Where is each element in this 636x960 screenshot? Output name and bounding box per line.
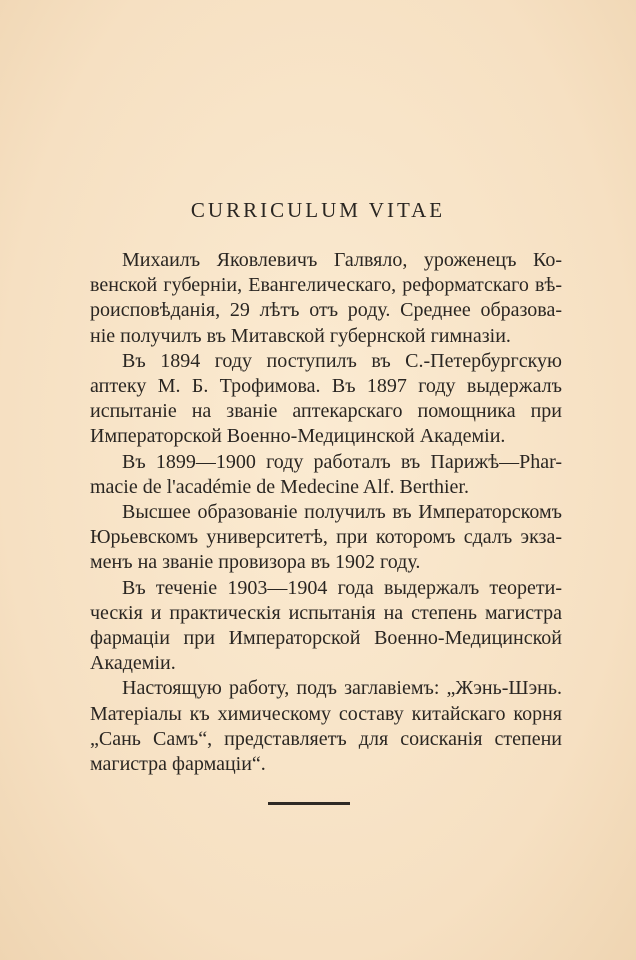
- text-line: Императорской Военно-Медицинской Академіи.: [90, 425, 506, 448]
- text-line: macie de l'académie de Medecine Alf. Berthier.: [90, 475, 469, 498]
- text-line: ческія и практическія испытанія на степень магистра: [90, 601, 562, 624]
- text-line: фармаціи при Императорской Военно-Медицинской: [90, 627, 562, 650]
- text-line: Въ 1894 году поступилъ въ С.-Петербургскую: [122, 349, 562, 372]
- text-line: венской губерніи, Евангелическаго, реформатскаго вѣ-: [90, 274, 562, 297]
- paragraph-6: [90, 676, 562, 777]
- text-line: Въ теченіе 1903—1904 года выдержалъ теорети-: [122, 576, 562, 599]
- text-line: испытаніе на званіе аптекарскаго помощника при: [90, 400, 562, 423]
- text-line: менъ на званіе провизора въ 1902 году.: [90, 551, 421, 574]
- text-line: ніе получилъ въ Митавской губернской гимназіи.: [90, 324, 511, 347]
- paragraph-3: [90, 450, 562, 500]
- text-line: „Сань Самъ“, представляетъ для соисканія степени: [90, 727, 562, 750]
- text-line: Михаилъ Яковлевичъ Галвяло, уроженецъ Ко-: [122, 249, 562, 271]
- document-body: [90, 248, 562, 777]
- decorative-rule: [268, 802, 350, 805]
- page-title: CURRICULUM VITAE: [190, 198, 446, 222]
- text-line: Матеріалы къ химическому составу китайскаго корня: [90, 702, 562, 725]
- paragraph-5: [90, 576, 562, 677]
- text-line: Юрьевскомъ университетѣ, при которомъ сдалъ экза-: [90, 526, 562, 549]
- text-line: Высшее образованіе получилъ въ Императорскомъ: [122, 501, 562, 524]
- text-line: аптеку М. Б. Трофимова. Въ 1897 году выдержалъ: [90, 375, 562, 398]
- paragraph-2: [90, 349, 562, 450]
- text-line: магистра фармаціи“.: [90, 753, 266, 776]
- paragraph-4: [90, 500, 562, 576]
- text-line: Въ 1899—1900 году работалъ въ Парижѣ—Phar-: [122, 450, 562, 473]
- text-line: Академіи.: [90, 652, 176, 675]
- paragraph-1: [90, 248, 562, 349]
- text-line: Настоящую работу, подъ заглавіемъ: „Жэнь-Шэнь.: [122, 677, 562, 700]
- text-line: роисповѣданія, 29 лѣтъ отъ роду. Среднее образова-: [90, 299, 562, 322]
